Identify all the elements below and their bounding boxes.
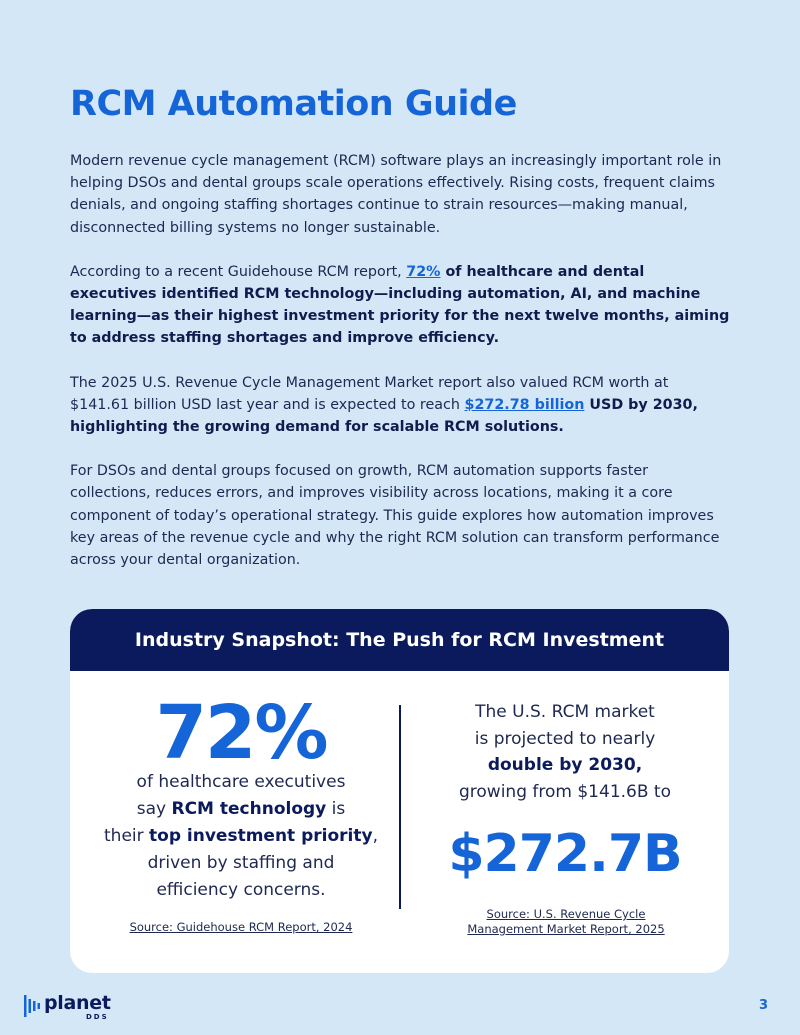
left-line-3-bold: top investment priority bbox=[149, 826, 373, 846]
right-line-4: growing from $141.6B to bbox=[459, 781, 671, 802]
planet-dds-logo bbox=[24, 993, 124, 1023]
source-market-report-link[interactable] bbox=[450, 907, 682, 937]
page-number: 3 bbox=[758, 998, 768, 1013]
left-stat-description bbox=[100, 769, 382, 904]
left-line-2-bold: RCM technology bbox=[171, 799, 327, 819]
industry-snapshot-card bbox=[70, 609, 729, 973]
stat-link-272-billion[interactable]: $272.78 billion bbox=[464, 396, 585, 413]
intro-body bbox=[70, 150, 730, 593]
snapshot-right-column bbox=[420, 699, 710, 889]
left-line-3-post: , bbox=[372, 826, 378, 846]
paragraph-1: Modern revenue cycle management (RCM) software plays an increasingly important role in helping DSOs and dental groups scale operations effectively. Rising costs, frequent claims denials, and ongoing staffing shortages continue to strain resources—making manual, disconnected billing systems no longer sustainable. bbox=[70, 153, 722, 236]
source-market-line-1: Source: U.S. Revenue Cycle bbox=[486, 907, 646, 921]
paragraph-2-prefix: According to a recent Guidehouse RCM report, bbox=[70, 263, 407, 280]
paragraph-4: For DSOs and dental groups focused on growth, RCM automation supports faster collections, reduces errors, and improves visibility across locations, making it a core component of today’s operational strategy. This guide explores how automation improves key areas of the revenue cycle and why the right RCM solution can transform performance across your dental organization. bbox=[70, 463, 720, 569]
stat-72-percent: 72% bbox=[155, 690, 327, 776]
paragraph-2-bold: of healthcare and dental executives identified RCM technology—including automation, AI, and machine learning—as their highest investment priority for the next twelve months, aiming to address staffing shortages and improve efficiency. bbox=[70, 263, 730, 347]
left-line-1: of healthcare executives bbox=[136, 772, 346, 792]
snapshot-heading: Industry Snapshot: The Push for RCM Investment bbox=[70, 609, 729, 671]
left-line-4: driven by staffing and bbox=[147, 853, 335, 873]
logo-bars-icon bbox=[24, 995, 40, 1017]
right-line-3 bbox=[420, 752, 710, 779]
paragraph-3-bold: USD by 2030, highlighting the growing demand for scalable RCM solutions. bbox=[70, 396, 698, 436]
left-line-2-pre: say bbox=[136, 799, 172, 819]
right-line-1: The U.S. RCM market bbox=[475, 702, 655, 722]
stat-272-billion: $272.7B bbox=[448, 824, 682, 884]
left-line-2-post: is bbox=[326, 799, 346, 819]
logo-wordmark: planet bbox=[44, 992, 111, 1014]
right-line-2: is projected to nearly bbox=[474, 728, 656, 749]
page-title: RCM Automation Guide bbox=[70, 84, 517, 124]
paragraph-3-prefix: The 2025 U.S. Revenue Cycle Management Market report also valued RCM worth at $141.61 billion USD last year and is expected to reach bbox=[70, 374, 669, 413]
right-line-3-bold: double by 2030, bbox=[487, 755, 643, 775]
logo-subtext: DDS bbox=[86, 1013, 109, 1021]
left-line-3 bbox=[100, 823, 382, 850]
left-line-2 bbox=[100, 796, 382, 823]
left-line-5: efficiency concerns. bbox=[156, 880, 326, 900]
stat-link-72-percent[interactable]: 72% bbox=[406, 263, 441, 280]
paragraph-2 bbox=[70, 261, 730, 350]
right-stat-description bbox=[420, 699, 710, 805]
paragraph-3 bbox=[70, 372, 730, 439]
source-market-line-2: Management Market Report, 2025 bbox=[467, 922, 665, 936]
source-guidehouse-link[interactable]: Source: Guidehouse RCM Report, 2024 bbox=[129, 920, 353, 934]
left-line-3-pre: their bbox=[104, 826, 150, 846]
column-divider bbox=[399, 705, 401, 909]
snapshot-left-column bbox=[100, 689, 382, 904]
